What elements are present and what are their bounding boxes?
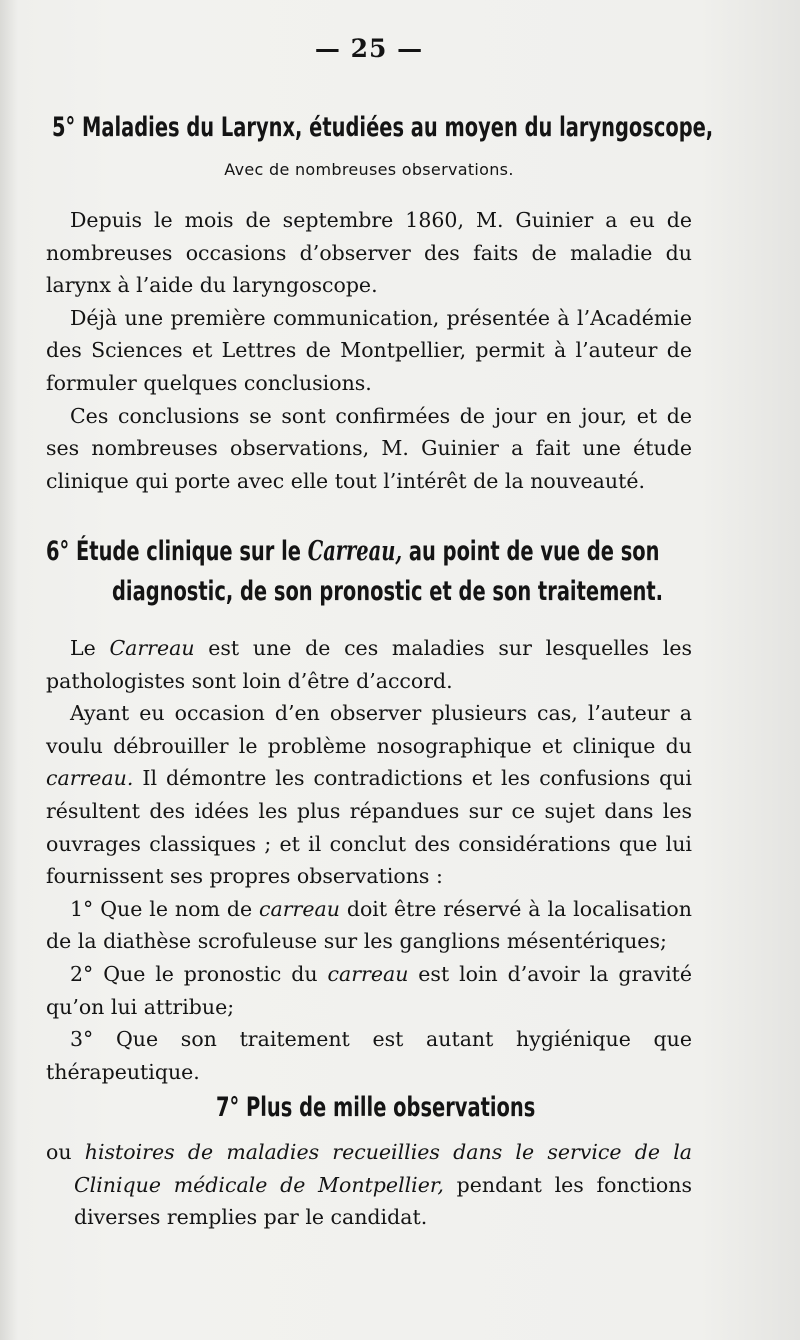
section-6-title-part: 6° Étude clinique sur le bbox=[46, 536, 308, 567]
section-7-paragraph bbox=[46, 1136, 692, 1234]
text-run: ou bbox=[46, 1140, 85, 1164]
text-run: 1° Que le nom de bbox=[70, 896, 260, 921]
text-run: est une de ces maladies sur lesquelles les pathologistes sont loin d’être d’accord. bbox=[46, 636, 692, 693]
section-5-paragraph: Déjà une première communication, présentée à l’Académie des Sciences et Lettres de Montpellier, permit à l’auteur de formuler quelques conclusions. bbox=[46, 305, 692, 395]
text-run: Ayant eu occasion d’en observer plusieurs cas, l’auteur a voulu débrouiller le problème nosographique et clinique du bbox=[46, 701, 692, 758]
section-7-body bbox=[46, 1136, 692, 1234]
section-5-title: 5° Maladies du Larynx, étudiées au moyen du laryngoscope, bbox=[52, 112, 714, 143]
section-5-paragraph: Ces conclusions se sont confirmées de jour en jour, et de ses nombreuses observations, M. Guinier a fait une étude clinique qui porte avec elle tout l’intérêt de la nouveauté. bbox=[46, 403, 692, 493]
section-6-title-italic: Carreau, bbox=[307, 536, 403, 567]
page-number: — 25 — bbox=[314, 34, 424, 63]
italic-run: histoires de maladies recueillies dans le service de la Clinique médicale de Montpellier, bbox=[74, 1140, 693, 1197]
section-6-title-line-1 bbox=[46, 532, 694, 572]
section-6-title-line-2: diagnostic, de son pronostic et de son traitement. bbox=[112, 576, 664, 607]
italic-run: Carreau bbox=[109, 636, 195, 660]
italic-run: carreau bbox=[327, 961, 409, 986]
section-5-subtitle: Avec de nombreuses observations. bbox=[224, 160, 514, 179]
conclusion-3: 3° Que son traitement est autant hygiénique que thérapeutique. bbox=[46, 1027, 692, 1084]
italic-run: carreau bbox=[259, 896, 340, 921]
section-6-paragraph-1 bbox=[46, 632, 692, 697]
text-run: Il démontre les contradictions et les confusions qui résultent des idées les plus répandues sur ce sujet dans les ouvrages classiques ; et il conclut des considérations que lui fournissent ses propres observations : bbox=[46, 766, 692, 889]
conclusion-2 bbox=[46, 958, 692, 1023]
text-run: Le bbox=[70, 636, 110, 660]
section-6-title-part: au point de vue de son bbox=[402, 536, 660, 567]
text-run: 2° Que le pronostic du bbox=[70, 961, 328, 986]
text-run: doit être réservé à la localisation de la diathèse scrofuleuse sur les ganglions mésentériques; bbox=[46, 896, 692, 954]
text-run: est loin d’avoir la gravité qu’on lui attribue; bbox=[46, 961, 693, 1019]
italic-run: carreau. bbox=[46, 766, 134, 791]
section-5-body bbox=[46, 204, 692, 497]
section-6-body bbox=[46, 632, 692, 1088]
section-7-title: 7° Plus de mille observations bbox=[216, 1092, 536, 1123]
text-run: pendant les fonctions diverses remplies par le candidat. bbox=[74, 1172, 692, 1230]
section-6-paragraph-2 bbox=[46, 697, 692, 893]
section-5-paragraph: Depuis le mois de septembre 1860, M. Guinier a eu de nombreuses occasions d’observer des faits de maladie du larynx à l’aide du laryngoscope. bbox=[46, 208, 692, 298]
conclusion-1 bbox=[46, 893, 692, 958]
